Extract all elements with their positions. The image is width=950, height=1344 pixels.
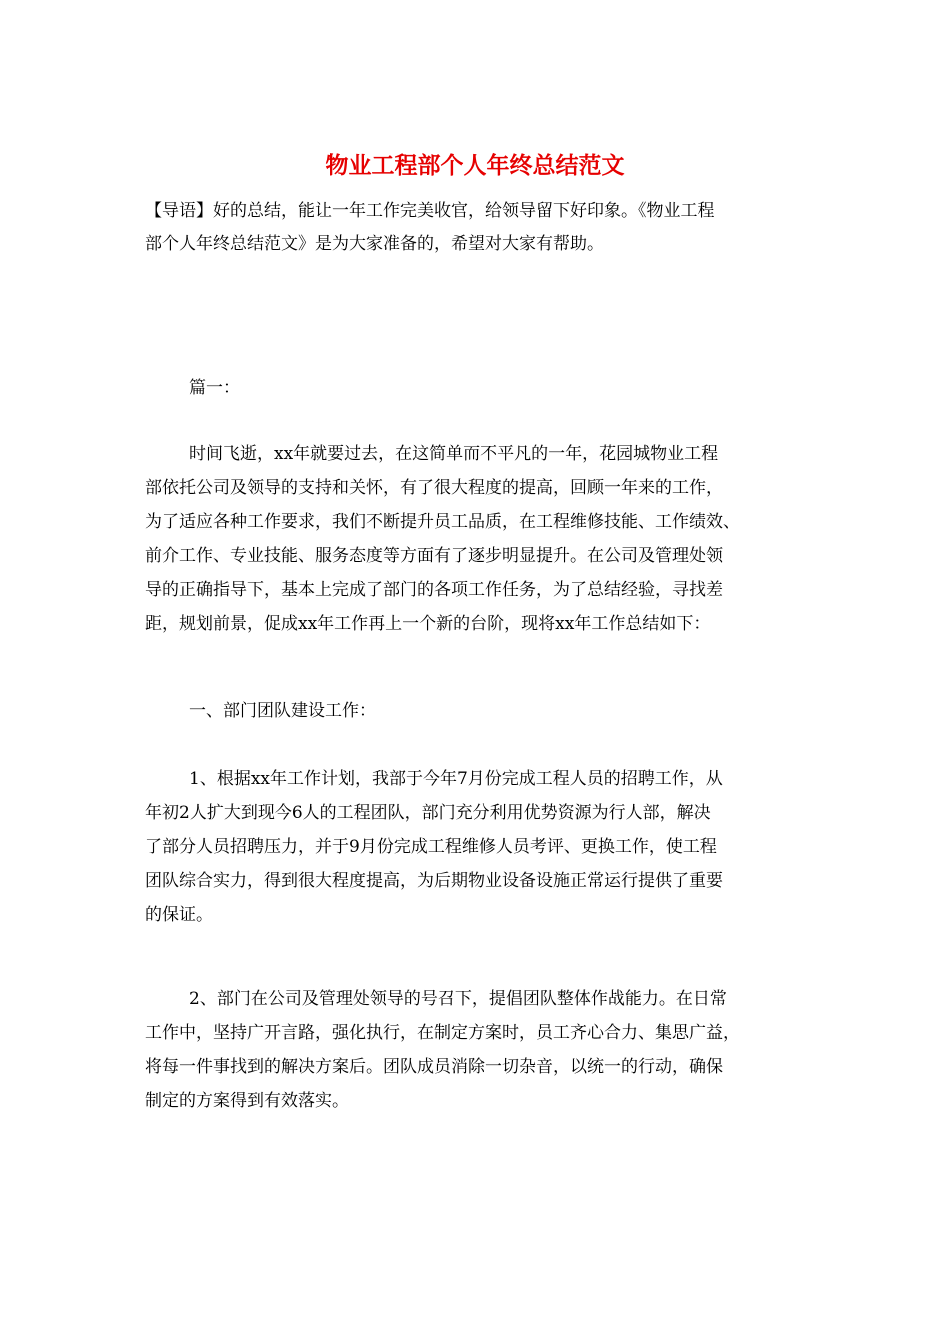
paragraph-line: 了部分人员招聘压力，并于9月份完成工程维修人员考评、更换工作，使工程 xyxy=(145,837,717,857)
paragraph-line: 团队综合实力，得到很大程度提高，为后期物业设备设施正常运行提供了重要 xyxy=(145,871,723,891)
paragraph-line: 部依托公司及领导的支持和关怀，有了很大程度的提高，回顾一年来的工作， xyxy=(145,478,723,498)
paragraph-line: 2、部门在公司及管理处领导的号召下，提倡团队整体作战能力。在日常 xyxy=(189,989,727,1009)
section-label: 篇一： xyxy=(189,378,240,398)
section-heading: 一、部门团队建设工作： xyxy=(189,701,376,721)
paragraph-line: 1、根据xx年工作计划，我部于今年7月份完成工程人员的招聘工作，从 xyxy=(189,769,723,789)
paragraph-line: 前介工作、专业技能、服务态度等方面有了逐步明显提升。在公司及管理处领 xyxy=(145,546,723,566)
body-paragraph-1 xyxy=(145,437,810,641)
paragraph-line: 时间飞逝，xx年就要过去，在这简单而不平凡的一年，花园城物业工程 xyxy=(189,444,719,464)
paragraph-line: 的保证。 xyxy=(145,905,213,925)
body-paragraph-3 xyxy=(145,982,810,1118)
document-title: 物业工程部个人年终总结范文 xyxy=(325,152,625,179)
paragraph-line: 为了适应各种工作要求，我们不断提升员工品质，在工程维修技能、工作绩效、 xyxy=(145,512,740,532)
paragraph-line: 导的正确指导下，基本上完成了部门的各项工作任务，为了总结经验，寻找差 xyxy=(145,580,723,600)
paragraph-line: 制定的方案得到有效落实。 xyxy=(145,1091,349,1111)
body-paragraph-2 xyxy=(145,762,810,932)
paragraph-line: 距，规划前景，促成xx年工作再上一个新的台阶，现将xx年工作总结如下： xyxy=(145,614,711,634)
section-label-paragraph xyxy=(145,371,810,405)
paragraph-line: 将每一件事找到的解决方案后。团队成员消除一切杂音，以统一的行动，确保 xyxy=(145,1057,723,1077)
lead-paragraph xyxy=(145,195,810,261)
lead-line: 部个人年终总结范文》是为大家准备的，希望对大家有帮助。 xyxy=(145,234,604,254)
paragraph-line: 年初2人扩大到现今6人的工程团队，部门充分利用优势资源为行人部，解决 xyxy=(145,803,711,823)
paragraph-line: 工作中，坚持广开言路，强化执行，在制定方案时，员工齐心合力、集思广益， xyxy=(145,1023,740,1043)
section-heading-paragraph xyxy=(145,694,810,728)
lead-line: 【导语】好的总结，能让一年工作完美收官，给领导留下好印象。《物业工程 xyxy=(145,201,715,221)
